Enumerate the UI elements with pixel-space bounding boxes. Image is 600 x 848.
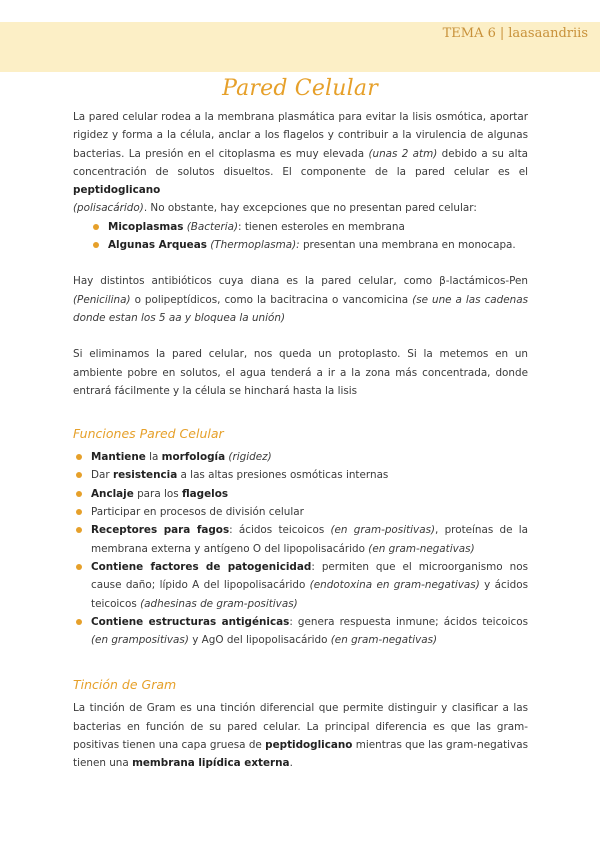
list-item: Participar en procesos de división celular: [73, 503, 528, 521]
list-item: Algunas Arqueas (Thermoplasma): presentan una membrana en monocapa.: [73, 236, 528, 254]
functions-heading: Funciones Pared Celular: [73, 426, 224, 442]
page-header: [443, 26, 588, 41]
header-separator: |: [499, 26, 505, 41]
list-item: Contiene factores de patogenicidad: permiten que el microorganismo nos cause daño; lípido A del lipopolisacárido (endotoxina en gram-negativas) y ácidos teicoicos (adhesinas de gram-positivas): [73, 558, 528, 613]
list-item: Mantiene la morfología (rigidez): [73, 448, 528, 466]
topic-label: TEMA 6: [442, 26, 496, 41]
list-item: Anclaje para los flagelos: [73, 485, 528, 503]
document-body: [73, 108, 528, 773]
bullet-icon: [76, 509, 82, 515]
protoplast-paragraph: Si eliminamos la pared celular, nos queda un protoplasto. Si la metemos en un ambiente pobre en solutos, el agua tenderá a ir a la zona más concentrada, donde entrará fácilmente y la célula se hinchará hasta la lisis: [73, 348, 528, 397]
gram-heading: Tinción de Gram: [73, 677, 177, 693]
bullet-icon: [76, 472, 82, 478]
gram-paragraph: La tinción de Gram es una tinción diferencial que permite distinguir y clasificar a las bacterias en función de su pared celular. La principal diferencia es que las gram-positivas tienen una capa gruesa de peptidoglicano mientras que las gram-negativas tienen una membrana lipídica externa.: [73, 702, 528, 770]
antibiotics-paragraph: Hay distintos antibióticos cuya diana es la pared celular, como β-lactámicos-Pen (Penicilina) o polipeptídicos, como la bacitracina o vancomicina (se une a las cadenas donde estan los 5 aa y bloquea la unión): [73, 275, 529, 324]
bullet-icon: [93, 224, 99, 230]
bullet-icon: [76, 619, 82, 625]
bullet-icon: [76, 491, 82, 497]
intro-paragraph: La pared celular rodea a la membrana plasmática para evitar la lisis osmótica, aportar rigidez y forma a la célula, anclar a los flagelos y contribuir a la virulencia de algunas bacterias. La presión en el citoplasma es muy elevada (unas 2 atm) debido a su alta concentración de solutos disueltos. El componente de la pared celular es el peptidoglicano (polisacárido). No obstante, hay excepciones que no presentan pared celular:: [73, 111, 529, 215]
page-title: Pared Celular: [222, 76, 378, 101]
list-item: Micoplasmas (Bacteria): tienen esteroles en membrana: [73, 218, 528, 236]
bullet-icon: [76, 527, 82, 533]
exceptions-list: [73, 218, 528, 255]
author-label: laasaandriis: [508, 26, 588, 41]
bullet-icon: [76, 454, 82, 460]
bullet-icon: [93, 242, 99, 248]
functions-list: [73, 448, 528, 649]
bullet-icon: [76, 564, 82, 570]
list-item: Receptores para fagos: ácidos teicoicos (en gram-positivas), proteínas de la membrana externa y antígeno O del lipopolisacárido (en gram-negativas): [73, 521, 528, 558]
list-item: Dar resistencia a las altas presiones osmóticas internas: [73, 466, 528, 484]
list-item: Contiene estructuras antigénicas: genera respuesta inmune; ácidos teicoicos (en grampositivas) y AgO del lipopolisacárido (en gram-negativas): [73, 613, 528, 650]
